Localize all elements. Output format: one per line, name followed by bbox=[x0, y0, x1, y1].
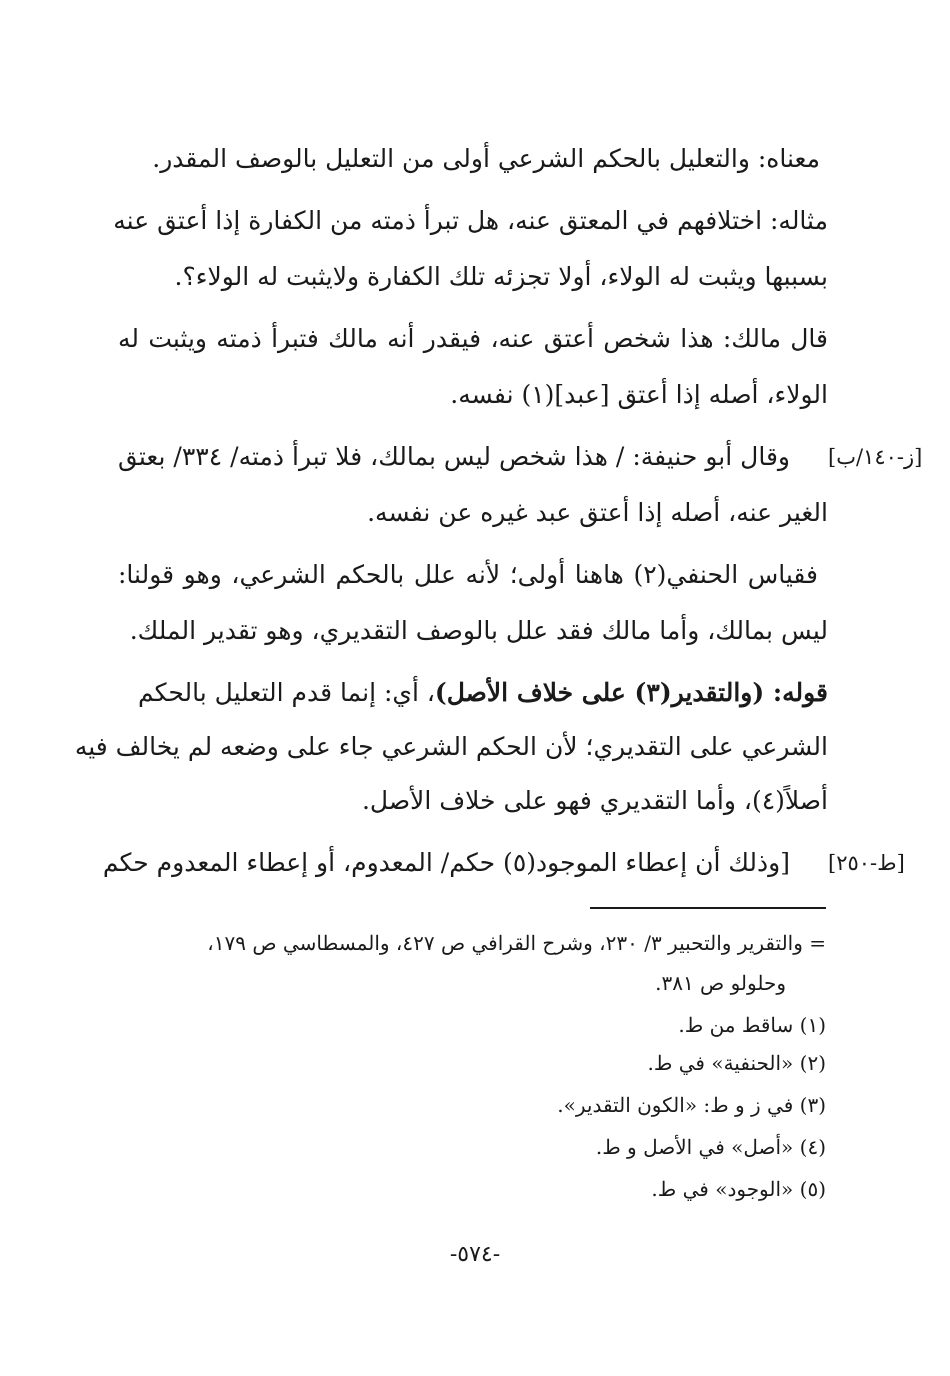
qawluhu-rest: ، أي: إنما قدم التعليل بالحكم bbox=[137, 678, 435, 707]
body-line-11: أصلاً(٤)، وأما التقديري فهو على خلاف الأصل. bbox=[361, 786, 828, 815]
footnote-3: (٣) في ز و ط: «الكون التقدير». bbox=[557, 1093, 826, 1117]
body-line-12: [وذلك أن إعطاء الموجود(٥) حكم/ المعدوم، أو إعطاء المعدوم حكم bbox=[102, 848, 790, 877]
body-line-7: الغير عنه، أصله إذا أعتق عبد غيره عن نفسه. bbox=[367, 498, 828, 527]
body-line-2: مثاله: اختلافهم في المعتق عنه، هل تبرأ ذمته من الكفارة إذا أعتق عنه bbox=[113, 206, 828, 235]
footnote-1: (١) ساقط من ط. bbox=[678, 1013, 826, 1037]
body-line-9: ليس بمالك، وأما مالك فقد علل بالوصف التقديري، وهو تقدير الملك. bbox=[129, 616, 828, 645]
body-line-5: الولاء، أصله إذا أعتق [عبد](١) نفسه. bbox=[450, 380, 828, 409]
footnote-2: (٢) «الحنفية» في ط. bbox=[647, 1051, 826, 1075]
body-line-6: وقال أبو حنيفة: / هذا شخص ليس بمالك، فلا تبرأ ذمته/ ٣٣٤/ بعتق bbox=[118, 442, 790, 471]
margin-note-z140b: [ز-١٤٠/ب] bbox=[828, 445, 923, 469]
footnote-continuation: = والتقرير والتحبير ٣/ ٢٣٠، وشرح القرافي ص ٤٢٧، والمسطاسي ص ١٧٩، bbox=[207, 931, 826, 955]
qawluhu-line bbox=[118, 675, 828, 711]
qawluhu-bold: قوله: (والتقدير(٣) على خلاف الأصل) bbox=[434, 678, 828, 707]
footnote-continuation-2: وحلولو ص ٣٨١. bbox=[655, 971, 786, 995]
body-line-10: الشرعي على التقديري؛ لأن الحكم الشرعي جاء على وضعه لم يخالف فيه bbox=[74, 732, 828, 761]
body-line-8: فقياس الحنفي(٢) هاهنا أولى؛ لأنه علل بالحكم الشرعي، وهو قولنا: bbox=[118, 560, 818, 589]
body-line-1: معناه: والتعليل بالحكم الشرعي أولى من التعليل بالوصف المقدر. bbox=[152, 144, 820, 173]
margin-note-t250: [ط-٢٥٠] bbox=[828, 851, 905, 875]
footnote-4: (٤) «أصل» في الأصل و ط. bbox=[595, 1135, 826, 1159]
body-line-3: بسببها ويثبت له الولاء، أولا تجزئه تلك الكفارة ولايثبت له الولاء؟. bbox=[174, 262, 828, 291]
footnote-5: (٥) «الوجود» في ط. bbox=[651, 1177, 826, 1201]
body-line-4: قال مالك: هذا شخص أعتق عنه، فيقدر أنه مالك فتبرأ ذمته ويثبت له bbox=[118, 324, 828, 353]
page-number: -٥٧٤- bbox=[449, 1242, 501, 1267]
footnote-separator bbox=[590, 907, 826, 909]
